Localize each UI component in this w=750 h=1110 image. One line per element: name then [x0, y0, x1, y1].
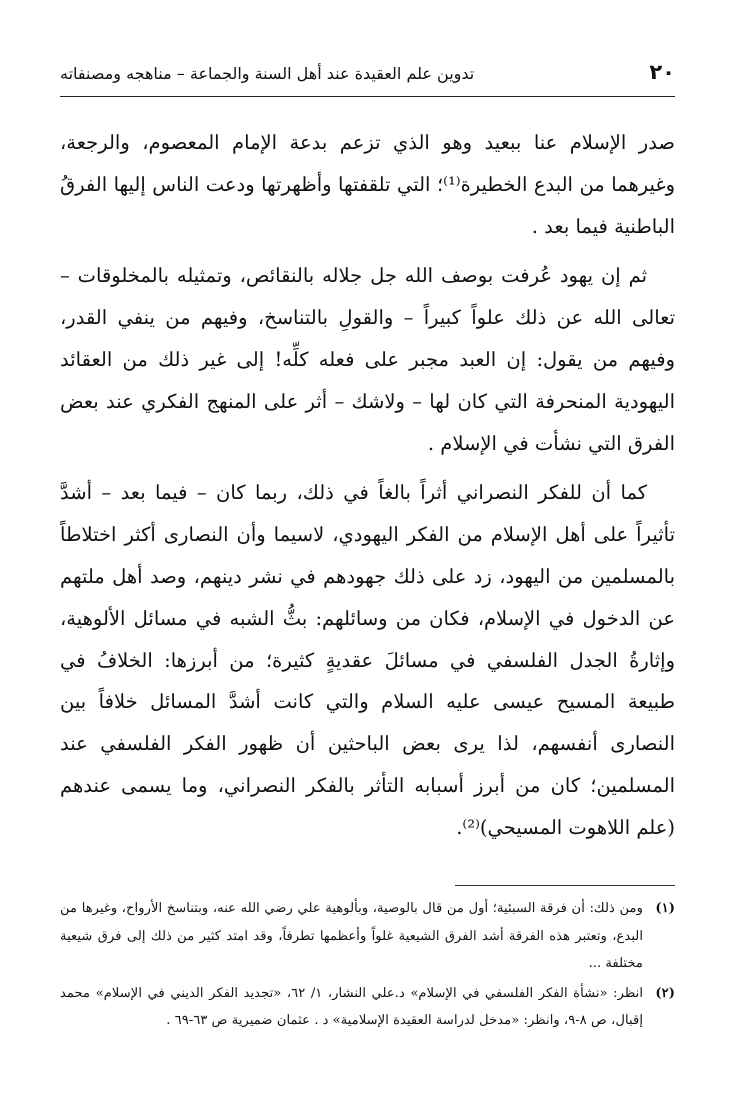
footnote-number: (٢): [655, 985, 675, 1001]
running-title: تدوين علم العقيدة عند أهل السنة والجماعة – مناهجه ومصنفاته: [60, 64, 475, 83]
page-header: [60, 60, 675, 97]
footnote-number: (١): [655, 901, 675, 916]
footnote: [60, 895, 675, 978]
body-text: [60, 122, 675, 849]
footnote-text: انظر: «نشأة الفكر الفلسفي في الإسلام» د.علي النشار، ١/ ٦٢، «تجديد الفكر الديني في الإسلام» محمد إقبال، ص ٨-٩، وانظر: «مدخل لدراسة العقيدة الإسلامية» د . عثمان ضميرية ص ٦٣-٦٩ .: [60, 985, 644, 1028]
page-number: ٢٠: [649, 60, 675, 84]
footnotes: [60, 895, 675, 1035]
footnote: [60, 980, 675, 1035]
footnote-text: ومن ذلك: أن فرقة السبئية؛ أول من قال بالوصية، وبألوهية علي رضي الله عنه، وبتناسخ الأرواح، وغيرها من البدع، وتعتبر هذه الفرقة أشد الفرق الشيعية غلواً وأعظمها تطرفاً، وقد امتد كثير من ذلك إلى فرق شيعية مختلفة ...: [60, 901, 643, 971]
paragraph: صدر الإسلام عنا ببعيد وهو الذي تزعم بدعة الإمام المعصوم، والرجعة، وغيرهما من البدع الخطيرة⁽¹⁾؛ التي تلقفتها وأظهرتها ودعت الناس إليها الفرقُ الباطنية فيما بعد .: [60, 131, 675, 238]
footnote-separator: [455, 885, 675, 886]
paragraph: كما أن للفكر النصراني أثراً بالغاً في ذلك، ربما كان – فيما بعد – أشدَّ تأثيراً على أهل الإسلام من الفكر اليهودي، لاسيما وأن النصارى أكثر اختلاطاً بالمسلمين من اليهود، زد على ذلك جهودهم في نشر دينهم، وصد أهل ملتهم عن الدخول في الإسلام، فكان من وسائلهم: بثُّ الشبه في مسائل الألوهية، وإثارةُ الجدل الفلسفي في مسائلَ عقديةٍ كثيرة؛ من أبرزها: الخلافُ في طبيعة المسيح عيسى عليه السلام والتي كانت أشدَّ المسائل خلافاً بين النصارى أنفسهم، لذا يرى بعض الباحثين أن ظهور الفكر الفلسفي عند المسلمين؛ كان من أبرز أسبابه التأثر بالفكر النصراني، وما يسمى عندهم (علم اللاهوت المسيحي)⁽²⁾.: [60, 481, 675, 839]
paragraph: ثم إن يهود عُرفت بوصف الله جل جلاله بالنقائص، وتمثيله بالمخلوقات – تعالى الله عن ذلك علواً كبيراً – والقولِ بالتناسخ، وفيهم من ينفي القدر، وفيهم من يقول: إن العبد مجبر على فعله كلِّه! إلى غير ذلك من العقائد اليهودية المنحرفة التي كان لها – ولاشك – أثر على المنهج الفكري عند بعض الفرق التي نشأت في الإسلام .: [60, 264, 675, 455]
